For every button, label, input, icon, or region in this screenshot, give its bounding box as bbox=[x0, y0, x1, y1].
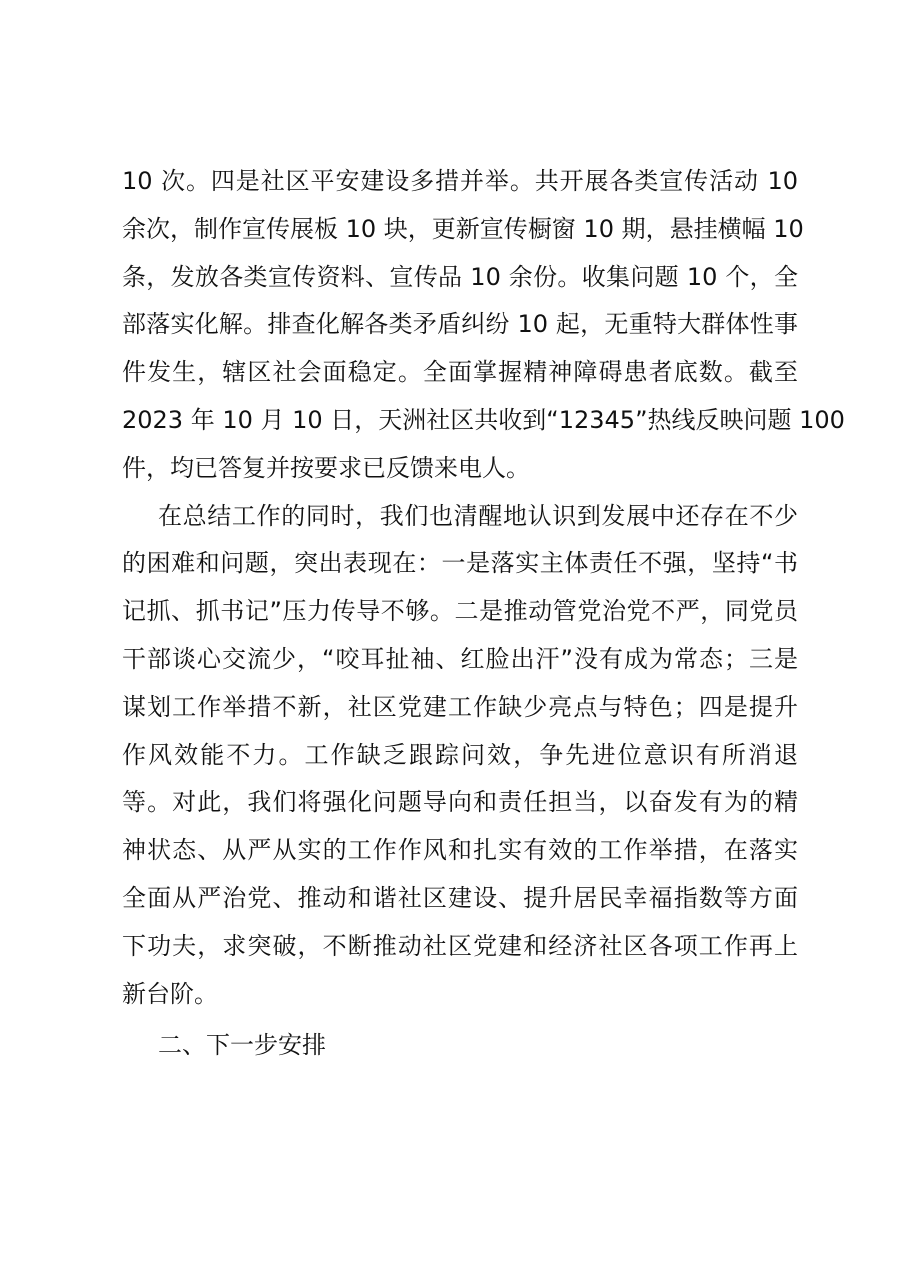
text-line: 全面从严治党、推动和谐社区建设、提升居民幸福指数等方面 bbox=[122, 883, 798, 912]
text-line: 条，发放各类宣传资料、宣传品 10 余份。收集问题 10 个，全 bbox=[122, 262, 798, 291]
text-line: 余次，制作宣传展板 10 块，更新宣传橱窗 10 期，悬挂横幅 10 bbox=[122, 214, 804, 243]
text-line: 谋划工作举措不新，社区党建工作缺少亮点与特色；四是提升 bbox=[122, 692, 798, 721]
paragraph-work-summary bbox=[122, 158, 845, 493]
text-line: 作风效能不力。工作缺乏跟踪问效，争先进位意识有所消退 bbox=[122, 740, 798, 769]
paragraph-problems bbox=[122, 493, 798, 1019]
text-line: 部落实化解。排查化解各类矛盾纠纷 10 起，无重特大群体性事 bbox=[122, 310, 798, 339]
text-line: 件发生，辖区社会面稳定。全面掌握精神障碍患者底数。截至 bbox=[122, 358, 798, 387]
section-heading: 二、下一步安排 bbox=[158, 1031, 326, 1059]
text-line: 下功夫，求突破，不断推动社区党建和经济社区各项工作再上 bbox=[122, 931, 798, 960]
text-line: 在总结工作的同时，我们也清醒地认识到发展中还存在不少 bbox=[158, 501, 798, 530]
text-line: 记抓、抓书记”压力传导不够。二是推动管党治党不严，同党员 bbox=[122, 597, 798, 626]
text-line: 干部谈心交流少，“咬耳扯袖、红脸出汗”没有成为常态；三是 bbox=[122, 644, 798, 673]
text-line: 等。对此，我们将强化问题导向和责任担当，以奋发有为的精 bbox=[122, 788, 798, 817]
text-line: 新台阶。 bbox=[122, 979, 218, 1008]
text-line: 10 次。四是社区平安建设多措并举。共开展各类宣传活动 10 bbox=[122, 167, 798, 195]
text-line: 的困难和问题，突出表现在：一是落实主体责任不强，坚持“书 bbox=[122, 549, 798, 578]
text-line: 件，均已答复并按要求已反馈来电人。 bbox=[122, 453, 530, 482]
document-body bbox=[122, 158, 845, 1018]
text-line: 神状态、从严从实的工作作风和扎实有效的工作举措，在落实 bbox=[122, 836, 798, 865]
text-line: 2023 年 10 月 10 日，天洲社区共收到“12345”热线反映问题 100 bbox=[122, 405, 845, 434]
